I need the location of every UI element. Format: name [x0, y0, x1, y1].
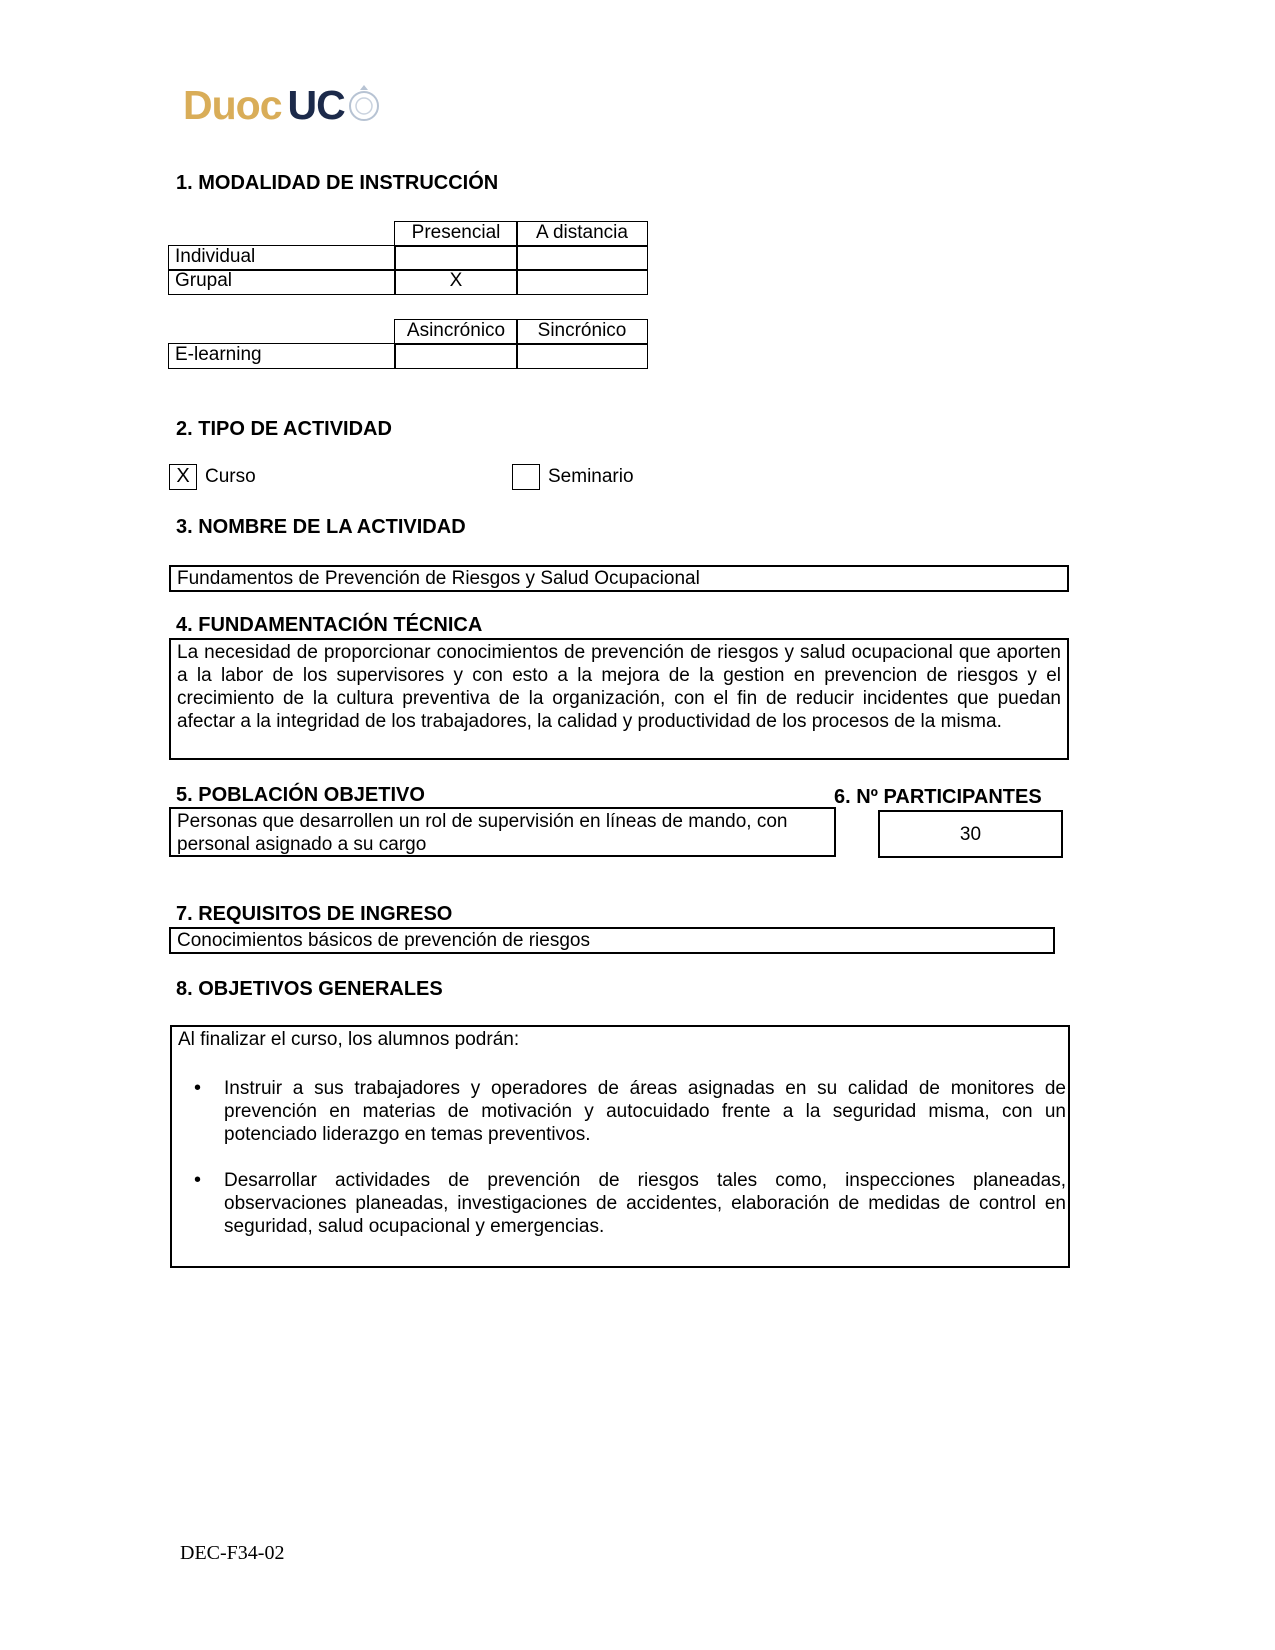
technical-basis-text: La necesidad de proporcionar conocimientos de prevención de riesgos y salud ocupacional que aporten a la labor de los supervisores y con esto a la mejora de la gestion en prevencion de riesgos y el crecimiento de la cultura preventiva de la organización, con el fin de reducir incidentes que puedan afectar a la integridad de los trabajadores, la calidad y productividad de los procesos de la misma. [177, 642, 1061, 732]
activity-name-field [169, 565, 1069, 592]
cell-elearning-asincronico [394, 343, 518, 369]
objective-item: • Desarrollar actividades de prevención de riesgos tales como, inspecciones planeadas, observaciones planeadas, investigaciones de accidentes, elaboración de medidas de control en seguridad, salud ocupacional y emergencias. [172, 1169, 1066, 1238]
checkbox-curso-label: Curso [205, 466, 256, 487]
checkbox-seminario[interactable] [512, 464, 540, 490]
section-5-heading: 5. POBLACIÓN OBJETIVO [176, 784, 425, 806]
logo [183, 80, 381, 130]
col-header-a-distancia: A distancia [516, 221, 648, 247]
row-label-grupal: Grupal [168, 269, 396, 295]
general-objectives-box [170, 1025, 1070, 1268]
cell-individual-presencial [394, 245, 518, 271]
row-label-elearning: E-learning [168, 343, 396, 369]
participants-box [878, 810, 1063, 858]
section-8-heading: 8. OBJETIVOS GENERALES [176, 978, 443, 1000]
col-header-presencial: Presencial [394, 221, 518, 247]
checkbox-curso[interactable]: X [169, 464, 197, 490]
objective-item: • Instruir a sus trabajadores y operadores de áreas asignadas en su calidad de monitores de prevención en materias de motivación y autocuidado frente a la seguridad misma, con un potenciado liderazgo en temas preventivos. [172, 1077, 1066, 1146]
section-3-heading: 3. NOMBRE DE LA ACTIVIDAD [176, 516, 466, 538]
entry-requirements-field [169, 927, 1055, 954]
activity-name-value: Fundamentos de Prevención de Riesgos y Salud Ocupacional [177, 568, 700, 589]
cell-individual-a-distancia [516, 245, 648, 271]
cell-elearning-sincronico [516, 343, 648, 369]
row-label-individual: Individual [168, 245, 396, 271]
logo-text-duoc: Duoc [183, 81, 282, 128]
section-6-heading: 6. Nº PARTICIPANTES [834, 786, 1042, 808]
general-objectives-intro: Al finalizar el curso, los alumnos podrán: [178, 1029, 520, 1050]
general-objectives-list [172, 1077, 1066, 1261]
section-2-heading: 2. TIPO DE ACTIVIDAD [176, 418, 392, 440]
participants-value: 30 [959, 824, 982, 845]
document-code: DEC-F34-02 [180, 1542, 285, 1564]
target-population-text: Personas que desarrollen un rol de supervisión en líneas de mando, con personal asignado a su cargo [177, 811, 788, 855]
logo-seal-icon [347, 84, 381, 126]
logo-text-uc: UC [287, 81, 345, 128]
checkbox-seminario-label: Seminario [548, 466, 634, 487]
col-header-sincronico: Sincrónico [516, 319, 648, 345]
section-4-heading: 4. FUNDAMENTACIÓN TÉCNICA [176, 614, 483, 636]
section-1-heading: 1. MODALIDAD DE INSTRUCCIÓN [176, 172, 499, 194]
cell-grupal-presencial: X [394, 269, 518, 295]
target-population-box [169, 807, 836, 857]
col-header-asincronico: Asincrónico [394, 319, 518, 345]
section-7-heading: 7. REQUISITOS DE INGRESO [176, 903, 453, 925]
cell-grupal-a-distancia [516, 269, 648, 295]
entry-requirements-value: Conocimientos básicos de prevención de riesgos [177, 930, 590, 951]
technical-basis-box [169, 638, 1069, 760]
